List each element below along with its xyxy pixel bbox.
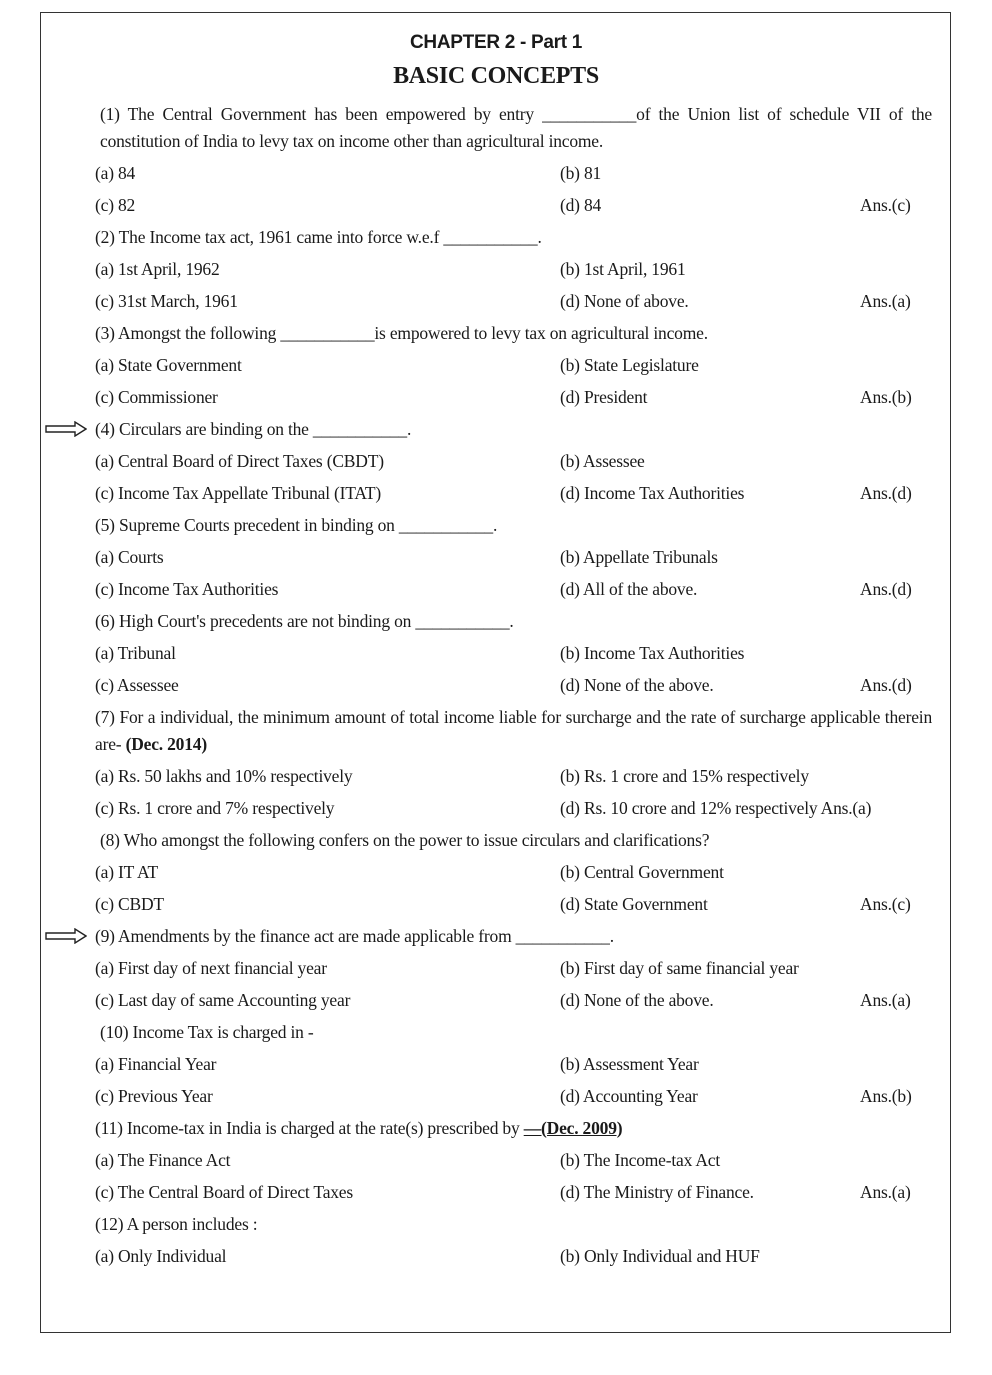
option-left: (a) The Finance Act bbox=[95, 1149, 231, 1170]
page-title: BASIC CONCEPTS bbox=[393, 63, 599, 89]
option-right: (b) State Legislature bbox=[560, 354, 699, 375]
question-block bbox=[95, 509, 932, 605]
option-left: (c) Rs. 1 crore and 7% respectively bbox=[95, 797, 335, 818]
question-stem: (11) Income-tax in India is charged at the rate(s) prescribed by bbox=[95, 1117, 524, 1138]
option-right: (b) 81 bbox=[560, 162, 602, 183]
option-right: (b) Only Individual and HUF bbox=[560, 1245, 760, 1266]
options-row bbox=[95, 189, 932, 221]
option-right: (d) None of the above. bbox=[560, 989, 714, 1010]
option-left: (c) 82 bbox=[95, 194, 136, 215]
options-row bbox=[95, 1080, 932, 1112]
question-text bbox=[95, 701, 932, 760]
option-left: (a) Only Individual bbox=[95, 1245, 227, 1266]
question-text bbox=[95, 605, 932, 637]
option-right: (b) Assessment Year bbox=[560, 1053, 699, 1074]
option-left: (a) Financial Year bbox=[95, 1053, 217, 1074]
option-right: (b) Appellate Tribunals bbox=[560, 546, 718, 567]
option-left: (c) Last day of same Accounting year bbox=[95, 989, 351, 1010]
question-stem: (10) Income Tax is charged in - bbox=[100, 1021, 314, 1042]
options-row bbox=[95, 984, 932, 1016]
options-row bbox=[95, 1048, 932, 1080]
options-row bbox=[95, 856, 932, 888]
question-block bbox=[95, 1208, 932, 1272]
options-row bbox=[95, 349, 932, 381]
answer-label: Ans.(c) bbox=[860, 194, 911, 215]
answer-label: Ans.(d) bbox=[860, 674, 912, 695]
option-left: (a) Central Board of Direct Taxes (CBDT) bbox=[95, 450, 384, 471]
options-row bbox=[95, 157, 932, 189]
question-stem: (4) Circulars are binding on the ___________. bbox=[95, 418, 412, 439]
answer-label: Ans.(a) bbox=[860, 989, 911, 1010]
option-left: (a) Rs. 50 lakhs and 10% respectively bbox=[95, 765, 353, 786]
option-left: (a) 84 bbox=[95, 162, 136, 183]
question-block bbox=[95, 413, 932, 509]
options-row bbox=[95, 669, 932, 701]
options-row bbox=[95, 760, 932, 792]
option-right: (d) Rs. 10 crore and 12% respectively Ans.(a) bbox=[560, 797, 872, 818]
question-block bbox=[95, 221, 932, 317]
answer-label: Ans.(c) bbox=[860, 893, 911, 914]
question-block bbox=[95, 98, 932, 221]
question-block bbox=[95, 701, 932, 824]
question-stem: (8) Who amongst the following confers on the power to issue circulars and clarifications? bbox=[100, 829, 710, 850]
option-left: (c) The Central Board of Direct Taxes bbox=[95, 1181, 353, 1202]
question-text bbox=[95, 509, 932, 541]
options-row bbox=[95, 1144, 932, 1176]
option-right: (d) State Government bbox=[560, 893, 708, 914]
options-row bbox=[95, 477, 932, 509]
arrow-marker-icon bbox=[45, 421, 87, 437]
question-stem: (5) Supreme Courts precedent in binding on ___________. bbox=[95, 514, 498, 535]
options-row bbox=[95, 381, 932, 413]
option-left: (c) Commissioner bbox=[95, 386, 218, 407]
option-right: (b) Income Tax Authorities bbox=[560, 642, 745, 663]
answer-label: Ans.(a) bbox=[860, 290, 911, 311]
question-text bbox=[95, 98, 932, 157]
option-right: (d) None of above. bbox=[560, 290, 689, 311]
option-right: (b) First day of same financial year bbox=[560, 957, 799, 978]
option-right: (d) All of the above. bbox=[560, 578, 698, 599]
answer-label: Ans.(d) bbox=[860, 578, 912, 599]
answer-label: Ans.(d) bbox=[860, 482, 912, 503]
question-stem: (7) For a individual, the minimum amount of total income liable for surcharge and the rate of surcharge applicable therein are- bbox=[95, 706, 932, 754]
options-row bbox=[95, 888, 932, 920]
option-left: (c) Income Tax Appellate Tribunal (ITAT) bbox=[95, 482, 381, 503]
options-row bbox=[95, 792, 932, 824]
question-stem: (1) The Central Government has been empowered by entry ___________of the Union list of schedule VII of the constitution of India to levy tax on income other than agricultural income. bbox=[100, 103, 932, 151]
question-stem: (3) Amongst the following ___________is empowered to levy tax on agricultural income. bbox=[95, 322, 708, 343]
option-right: (d) Accounting Year bbox=[560, 1085, 698, 1106]
option-left: (a) Courts bbox=[95, 546, 164, 567]
options-row bbox=[95, 541, 932, 573]
option-right: (b) Rs. 1 crore and 15% respectively bbox=[560, 765, 809, 786]
option-right: (b) The Income-tax Act bbox=[560, 1149, 721, 1170]
question-block bbox=[95, 317, 932, 413]
question-list bbox=[95, 98, 932, 1272]
options-row bbox=[95, 952, 932, 984]
question-block bbox=[95, 1016, 932, 1112]
question-block bbox=[95, 824, 932, 920]
question-text bbox=[95, 920, 932, 952]
option-left: (c) Income Tax Authorities bbox=[95, 578, 279, 599]
option-right: (b) 1st April, 1961 bbox=[560, 258, 686, 279]
question-block bbox=[95, 605, 932, 701]
option-left: (c) Assessee bbox=[95, 674, 179, 695]
question-text bbox=[95, 1208, 932, 1240]
options-row bbox=[95, 573, 932, 605]
exam-reference: —(Dec. 2009) bbox=[523, 1117, 623, 1138]
option-right: (d) The Ministry of Finance. bbox=[560, 1181, 754, 1202]
question-stem: (6) High Court's precedents are not binding on ___________. bbox=[95, 610, 514, 631]
answer-label: Ans.(a) bbox=[860, 1181, 911, 1202]
options-row bbox=[95, 1240, 932, 1272]
option-left: (a) 1st April, 1962 bbox=[95, 258, 220, 279]
option-left: (c) CBDT bbox=[95, 893, 164, 914]
option-right: (d) Income Tax Authorities bbox=[560, 482, 745, 503]
option-left: (a) State Government bbox=[95, 354, 242, 375]
question-block bbox=[95, 1112, 932, 1208]
question-stem: (2) The Income tax act, 1961 came into force w.e.f ___________. bbox=[95, 226, 542, 247]
options-row bbox=[95, 637, 932, 669]
answer-label: Ans.(b) bbox=[860, 1085, 912, 1106]
question-stem: (12) A person includes : bbox=[95, 1213, 258, 1234]
options-row bbox=[95, 285, 932, 317]
option-left: (a) IT AT bbox=[95, 861, 158, 882]
question-text bbox=[95, 317, 932, 349]
question-text bbox=[95, 413, 932, 445]
options-row bbox=[95, 1176, 932, 1208]
option-right: (d) None of the above. bbox=[560, 674, 714, 695]
option-left: (a) Tribunal bbox=[95, 642, 176, 663]
options-row bbox=[95, 253, 932, 285]
option-right: (d) 84 bbox=[560, 194, 602, 215]
question-text bbox=[95, 824, 932, 856]
answer-label: Ans.(b) bbox=[860, 386, 912, 407]
option-right: (b) Central Government bbox=[560, 861, 724, 882]
option-right: (d) President bbox=[560, 386, 648, 407]
chapter-heading: CHAPTER 2 - Part 1 bbox=[410, 32, 582, 53]
option-left: (a) First day of next financial year bbox=[95, 957, 327, 978]
arrow-marker-icon bbox=[45, 928, 87, 944]
question-text bbox=[95, 1112, 932, 1144]
option-right: (b) Assessee bbox=[560, 450, 645, 471]
question-stem: (9) Amendments by the finance act are made applicable from ___________. bbox=[95, 925, 614, 946]
option-left: (c) 31st March, 1961 bbox=[95, 290, 238, 311]
question-text bbox=[95, 221, 932, 253]
exam-reference: (Dec. 2014) bbox=[125, 733, 207, 754]
question-block bbox=[95, 920, 932, 1016]
options-row bbox=[95, 445, 932, 477]
option-left: (c) Previous Year bbox=[95, 1085, 213, 1106]
question-text bbox=[95, 1016, 932, 1048]
